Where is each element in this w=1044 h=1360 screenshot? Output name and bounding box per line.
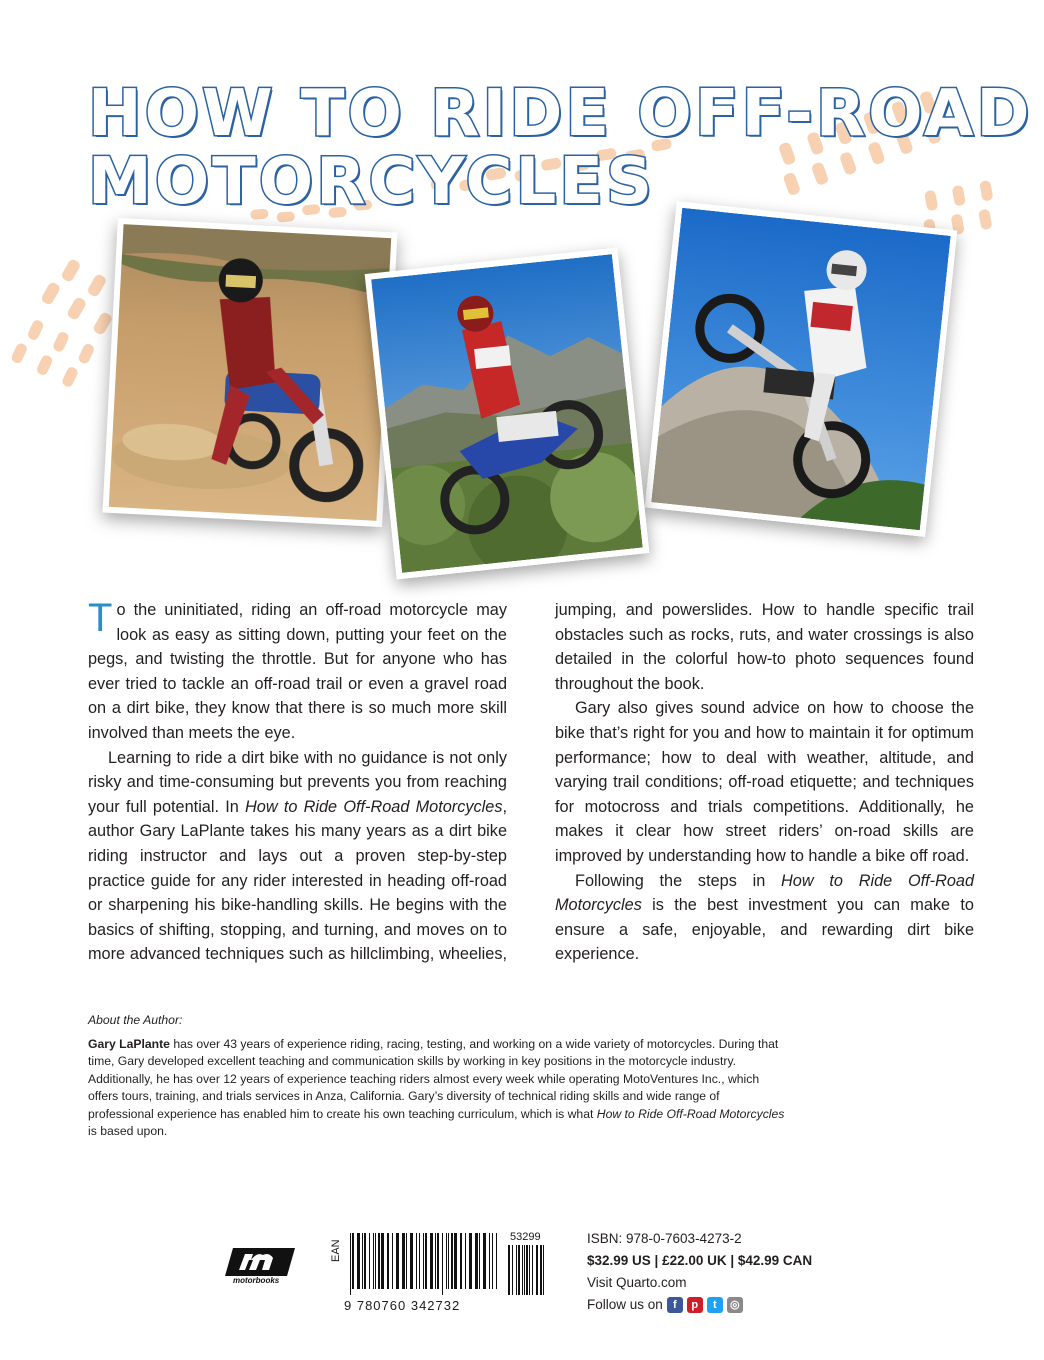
barcode-bar xyxy=(352,1233,354,1289)
description-text xyxy=(88,598,974,967)
barcode-bar xyxy=(496,1233,497,1289)
barcode-bar xyxy=(416,1233,417,1289)
barcode-bar xyxy=(442,1233,443,1295)
barcode-bar xyxy=(469,1233,472,1289)
barcode-price-code: 53299 xyxy=(510,1231,541,1243)
drop-cap: T xyxy=(88,596,113,640)
rider-trials-rock-photo xyxy=(645,201,958,537)
barcode-bar xyxy=(532,1245,533,1295)
barcode-bar xyxy=(526,1245,528,1295)
barcode-bar xyxy=(454,1233,457,1289)
barcode-bar xyxy=(350,1233,351,1295)
barcode-bar xyxy=(512,1245,513,1295)
barcode-bar xyxy=(423,1233,424,1289)
barcode-bar xyxy=(522,1245,523,1295)
barcode-bar xyxy=(524,1245,525,1295)
barcode-bar xyxy=(373,1233,374,1289)
visit-link[interactable]: Visit Quarto.com xyxy=(587,1275,687,1290)
barcode-bar xyxy=(465,1233,466,1289)
barcode-bar xyxy=(475,1233,478,1289)
barcode-bar xyxy=(435,1233,436,1289)
paragraph-2: Learning to ride a dirt bike with no guidance is not only risky and time-consuming but prevents you from reaching your full potential. In How to Ride Off-Road Motorcycles, author Gary LaPlante takes his many years as a dirt bike riding instructor and lays out a proven step-by-step practice guide for any rider interested in heading off-road or sharpening his bike-handling skills. He begins with the basics of shifting, stopping, and turning, and moves on to more advanced techniques such as hillclimbing, wheelies, jumping, and powerslides. How to handle specific trail obstacles such as rocks, ruts, and water crossings is also detailed in the colorful how-to photo sequences found throughout the book. xyxy=(88,601,974,964)
barcode-bar xyxy=(437,1233,439,1289)
barcode-bar xyxy=(446,1233,447,1289)
author-name: Gary LaPlante xyxy=(88,1036,170,1051)
barcode-bar xyxy=(410,1233,413,1289)
follow-us xyxy=(587,1294,812,1316)
about-author xyxy=(88,1012,788,1141)
barcode-bar xyxy=(451,1233,453,1289)
about-bio: Gary LaPlante has over 43 years of experience riding, racing, testing, and working on a wide variety of motorcycles. During that time, Gary developed excellent teaching and communication skills by working in key positions in the motorcycle industry. Additionally, he has over 12 years of experience teaching riders almost every week while operating MotoVentures Inc., which offers tours, training, and trials services in Anza, California. Gary’s diversity of technical riding skills and wide range of professional experience has enabled him to create his own teaching curriculum, which is what How to Ride Off-Road Motorcycles is based upon. xyxy=(88,1036,785,1138)
barcode-bar xyxy=(430,1233,433,1289)
logo-text: motorbooks xyxy=(233,1276,280,1284)
barcode-bar xyxy=(460,1233,462,1289)
barcode-bar xyxy=(479,1233,480,1289)
barcode-bar xyxy=(419,1233,420,1289)
barcode-bar xyxy=(516,1245,517,1295)
motorbooks-logo xyxy=(225,1246,300,1284)
barcode-bar xyxy=(406,1233,407,1289)
twitter-icon[interactable]: t xyxy=(707,1297,723,1313)
barcode-bar xyxy=(369,1233,370,1289)
price-text: $32.99 US | £22.00 UK | $42.99 CAN xyxy=(587,1253,813,1268)
about-label: About the Author: xyxy=(88,1013,183,1027)
barcode-bar xyxy=(543,1245,544,1295)
barcode-bar xyxy=(378,1233,380,1289)
barcode-bar xyxy=(402,1233,405,1289)
barcode-bar xyxy=(518,1245,520,1295)
page-title xyxy=(88,77,1033,219)
barcode-bar xyxy=(529,1245,530,1295)
barcode-bar xyxy=(489,1233,490,1289)
barcode-bar xyxy=(392,1233,393,1289)
barcode-bar xyxy=(508,1245,510,1295)
paragraph-4: Following the steps in How to Ride Off-Road Motorcycles is the best investment you can make to ensure a safe, enjoyable, and rewarding dirt bike experience. xyxy=(555,871,974,964)
book-title-ref: How to Ride Off-Road Motorcycles xyxy=(555,871,974,915)
rider-jump-photo xyxy=(365,248,650,580)
title-line-2: MOTORCYCLES xyxy=(88,145,656,219)
barcode-bar xyxy=(492,1233,493,1289)
ean-label: EAN xyxy=(330,1239,342,1262)
instagram-icon[interactable]: ◎ xyxy=(727,1297,743,1313)
barcode-bar xyxy=(375,1233,376,1289)
barcode-bar xyxy=(448,1233,449,1289)
barcode-bar xyxy=(540,1245,542,1295)
barcode-bar xyxy=(483,1233,486,1289)
barcode-bar xyxy=(381,1233,384,1289)
barcode-bar xyxy=(387,1233,389,1289)
barcode-bar xyxy=(357,1233,360,1289)
barcode-bar xyxy=(364,1233,366,1289)
paragraph-3: Gary also gives sound advice on how to choose the bike that’s right for you and how to maintain it for optimum performance; how to deal with weather, altitude, and varying trail conditions; off-road etiquette; and techniques for motocross and trials competitions. Additionally, he makes it clear how street riders’ on-road skills are improved by understanding how to handle a bike off road. xyxy=(555,699,974,865)
barcode-bar xyxy=(396,1233,399,1289)
barcode-bar xyxy=(425,1233,427,1289)
follow-label: Follow us on xyxy=(587,1297,663,1312)
isbn-text: ISBN: 978-0-7603-4273-2 xyxy=(587,1231,742,1246)
barcode-bar xyxy=(536,1245,538,1295)
facebook-icon[interactable]: f xyxy=(667,1297,683,1313)
title-line-1: HOW TO RIDE OFF-ROAD xyxy=(88,77,1033,151)
pinterest-icon[interactable]: p xyxy=(687,1297,703,1313)
rider-dirt-turn-photo xyxy=(102,218,397,527)
barcode-bar xyxy=(362,1233,363,1289)
pricing-block xyxy=(587,1228,812,1316)
book-title-ref: How to Ride Off-Road Motorcycles xyxy=(596,1106,785,1121)
barcode-number: 9 780760 342732 xyxy=(344,1298,461,1313)
book-title-ref: How to Ride Off-Road Motorcycles xyxy=(245,797,503,816)
paragraph-1: To the uninitiated, riding an off-road motorcycle may look as easy as sitting down, putting your feet on the pegs, and twisting the throttle. But for anyone who has ever tried to tackle an off-road trail or even a gravel road on a dirt bike, they know that there is so much more skill involved than meets the eye. xyxy=(88,596,507,742)
